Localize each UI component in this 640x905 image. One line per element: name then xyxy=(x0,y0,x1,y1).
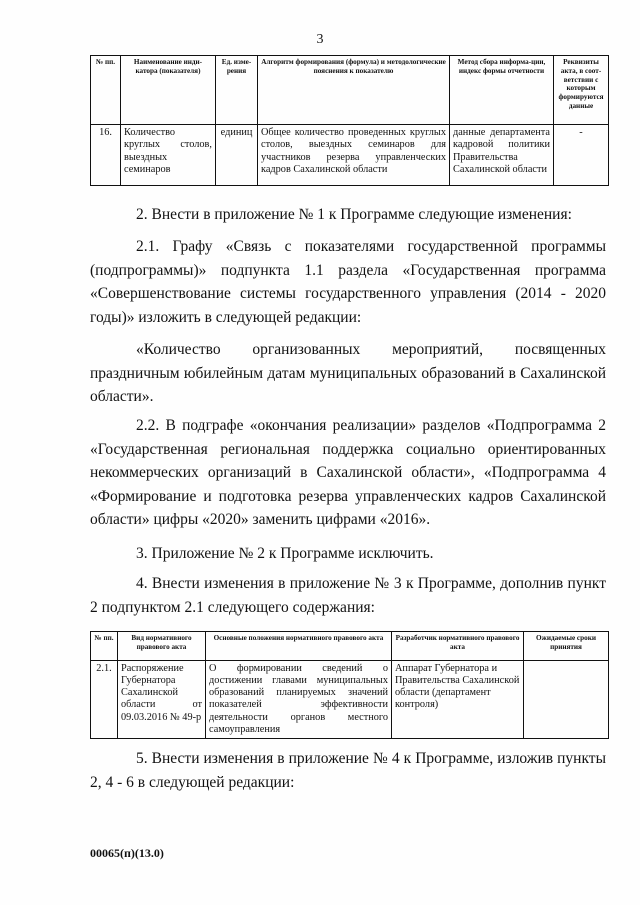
col-header-act: Реквизиты акта, в соот-ветствии с которым формируются данные xyxy=(554,56,609,125)
document-code: 00065(п)(13.0) xyxy=(90,846,164,860)
col-header-num: № пп. xyxy=(91,632,118,661)
col-header-kind: Вид нормативного правового акта xyxy=(118,632,206,661)
act-term xyxy=(524,661,609,739)
normative-acts-table xyxy=(90,631,609,739)
col-header-developer: Разработчик нормативного правового акта xyxy=(392,632,524,661)
row-num: 2.1. xyxy=(91,661,118,739)
paragraph-quote: «Количество организованных мероприятий, посвященных праздничным юбилейным датам муниципальных образований в Сахалинской области». xyxy=(90,341,606,405)
indicator-method: данные департамента кадровой политики Правительства Сахалинской области xyxy=(450,125,554,186)
act-kind: Распоряжение Губернатора Сахалинской области от 09.03.2016 № 49-р xyxy=(118,661,206,739)
act-provisions: О формировании сведений о достижении главами муниципальных образований планируемых значений показателей эффективности деятельности органов местного самоуправления xyxy=(206,661,392,739)
row-num: 16. xyxy=(91,125,121,186)
col-header-num: № пп. xyxy=(91,56,121,125)
indicator-algorithm: Общее количество проведенных круглых столов, выездных семинаров для участников резерва управленческих кадров Сахалинской области xyxy=(258,125,450,186)
paragraph-2-1: 2.1. Графу «Связь с показателями государственной программы (подпрограммы)» подпункта 1.1 раздела «Государственная программа «Совершенствование системы государственного управления (2014 - 2020 годы)» изложить в следующей редакции: xyxy=(90,238,606,326)
indicator-unit: единиц xyxy=(216,125,258,186)
indicator-name: Количество круглых столов, выездных семинаров xyxy=(121,125,216,186)
col-header-provisions: Основные положения нормативного правового акта xyxy=(206,632,392,661)
col-header-name: Наименование инди-катора (показателя) xyxy=(121,56,216,125)
paragraph-2: 2. Внести в приложение № 1 к Программе следующие изменения: xyxy=(136,206,572,223)
paragraph-3: 3. Приложение № 2 к Программе исключить. xyxy=(136,545,434,562)
indicator-act: - xyxy=(554,125,609,186)
table-row xyxy=(91,661,609,739)
col-header-unit: Ед. изме-рения xyxy=(216,56,258,125)
col-header-term: Ожидаемые сроки принятия xyxy=(524,632,609,661)
paragraph-2-2: 2.2. В подграфе «окончания реализации» разделов «Подпрограмма 2 «Государственная региональная поддержка социально ориентированных некоммерческих организаций в Сахалинской области», «Подпрограмма 4 «Формирование и подготовка резерва управленческих кадров Сахалинской области» цифры «2020» заменить цифрами «2016». xyxy=(90,417,606,528)
table-header xyxy=(91,56,609,125)
table-row xyxy=(91,125,609,186)
paragraph-4: 4. Внести изменения в приложение № 3 к Программе, дополнив пункт 2 подпунктом 2.1 следующего содержания: xyxy=(90,575,606,616)
table-header xyxy=(91,632,609,661)
act-developer: Аппарат Губернатора и Правительства Сахалинской области (департамент контроля) xyxy=(392,661,524,739)
col-header-method: Метод сбора информа-ции, индекс формы отчетности xyxy=(450,56,554,125)
page-number: 3 xyxy=(316,32,324,47)
indicator-table xyxy=(90,55,609,186)
paragraph-5: 5. Внести изменения в приложение № 4 к Программе, изложив пункты 2, 4 - 6 в следующей редакции: xyxy=(90,750,606,791)
col-header-algorithm: Алгоритм формирования (формула) и методологические пояснения к показателю xyxy=(258,56,450,125)
